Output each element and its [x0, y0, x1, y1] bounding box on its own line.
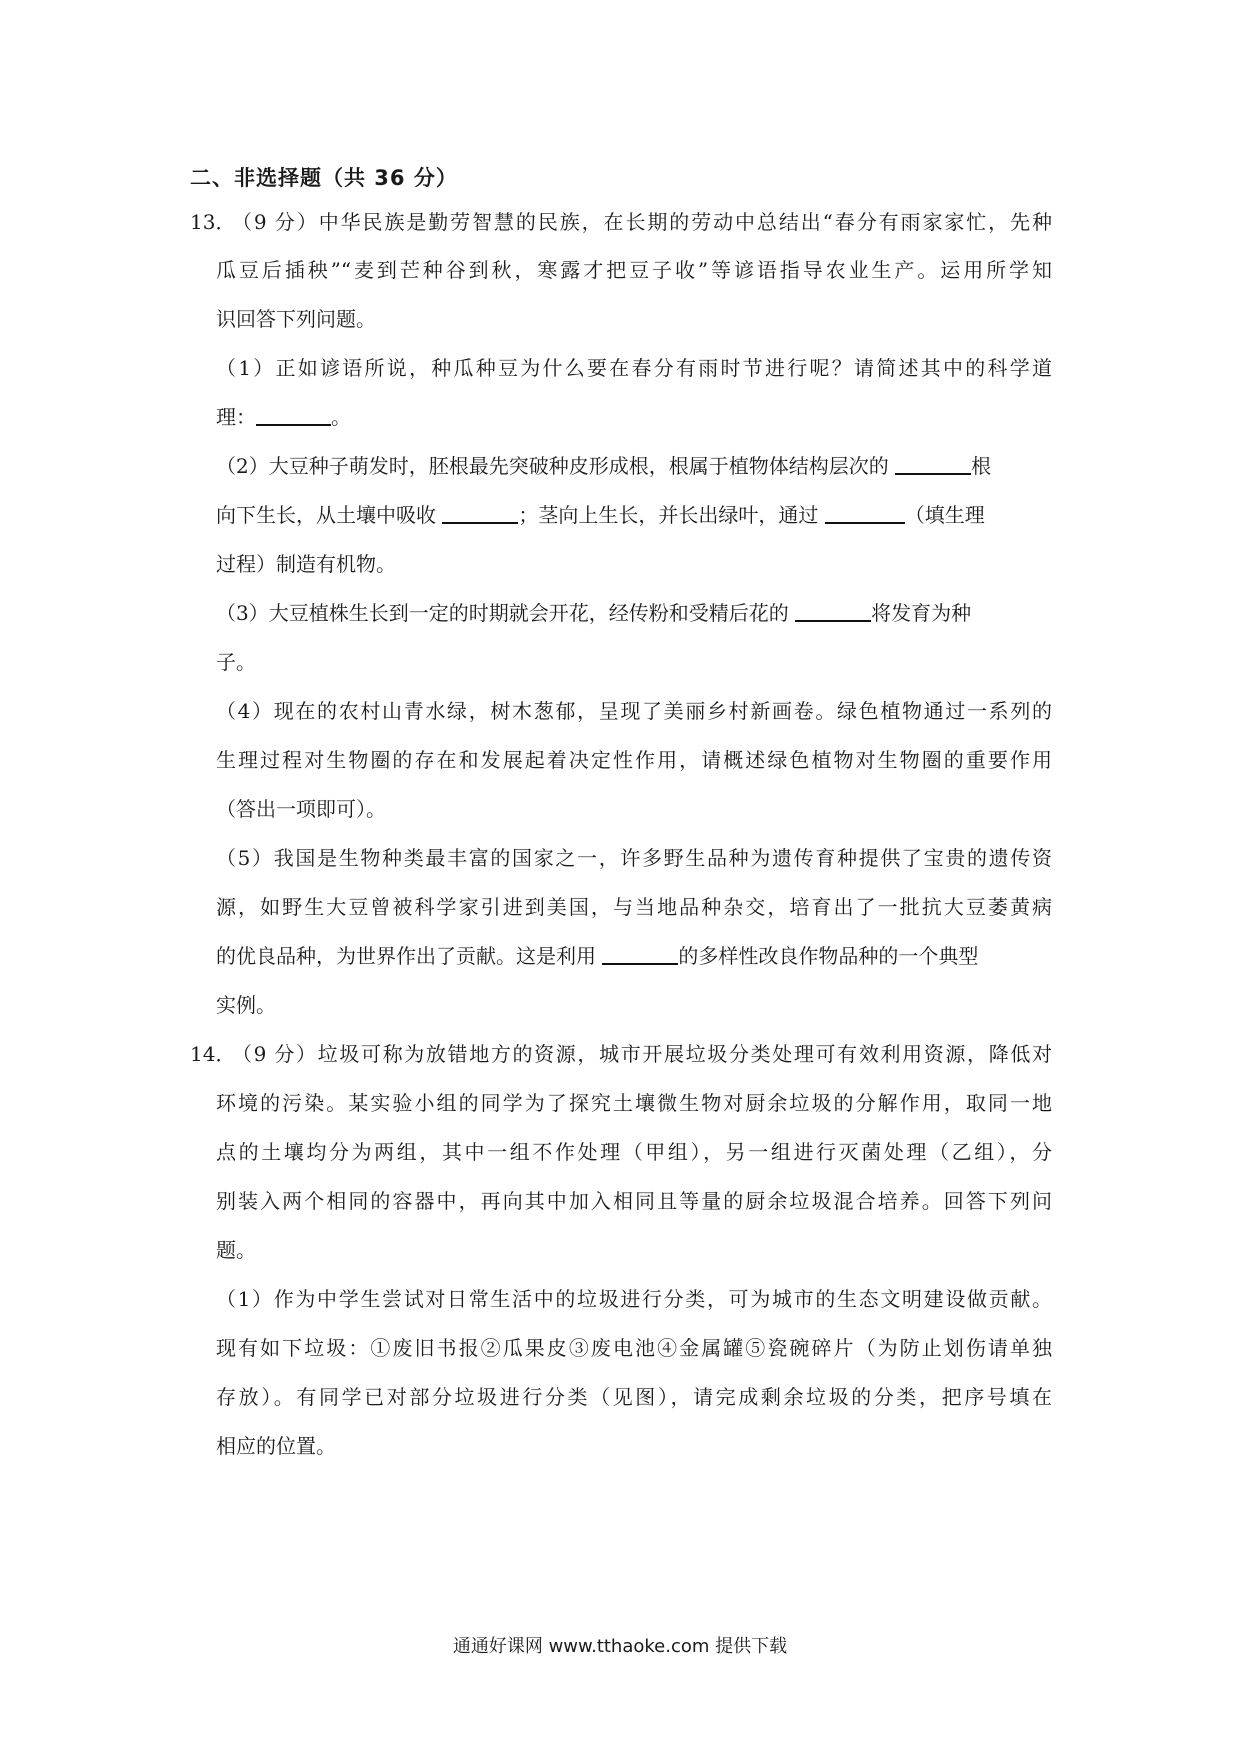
- section-title: 二、非选择题（共 36 分）: [190, 166, 458, 190]
- answer-blank[interactable]: [795, 600, 871, 622]
- q14-stem-line-4: 别装入两个相同的容器中，再向其中加入相同且等量的厨余垃圾混合培养。回答下列问: [216, 1189, 1052, 1213]
- answer-blank[interactable]: [442, 502, 518, 524]
- q14-stem-line-5: 题。: [216, 1238, 256, 1262]
- q13-part5-line-1: （5）我国是生物种类最丰富的国家之一，许多野生品种为遗传育种提供了宝贵的遗传资: [216, 846, 1052, 870]
- q13-part4-line-3: （答出一项即可）。: [216, 797, 386, 821]
- q13-part5-text-b: 的多样性改良作物品种的一个典型: [678, 944, 979, 968]
- q13-part4-line-2: 生理过程对生物圈的存在和发展起着决定性作用，请概述绿色植物对生物圈的重要作用: [216, 748, 1052, 772]
- q13-part5-line-3: [216, 942, 978, 970]
- q14-number: 14．: [190, 1042, 236, 1066]
- q14-part1-line-2: 现有如下垃圾：①废旧书报②瓜果皮③废电池④金属罐⑤瓷碗碎片（为防止划伤请单独: [216, 1336, 1052, 1360]
- q13-part2-text-a: （2）大豆种子萌发时，胚根最先突破种皮形成根，根属于植物体结构层次的: [216, 454, 896, 478]
- q14-stem-line-2: 环境的污染。某实验小组的同学为了探究土壤微生物对厨余垃圾的分解作用，取同一地: [216, 1091, 1052, 1115]
- q13-part1-end: 。: [331, 405, 351, 429]
- q13-stem-line-2: 瓜豆后插秧”“麦到芒种谷到秋，寒露才把豆子收”等谚语指导农业生产。运用所学知: [216, 258, 1052, 282]
- q13-part2-line-1: [216, 452, 991, 480]
- q14-part1-line-3: 存放）。有同学已对部分垃圾进行分类（见图），请完成剩余垃圾的分类，把序号填在: [216, 1385, 1052, 1409]
- q14-part1-line-1: （1）作为中学生尝试对日常生活中的垃圾进行分类，可为城市的生态文明建设做贡献。: [216, 1287, 1052, 1311]
- q13-part5-line-2: 源，如野生大豆曾被科学家引进到美国，与当地品种杂交，培育出了一批抗大豆萎黄病: [216, 895, 1052, 919]
- q13-part1-text: 理：: [216, 405, 256, 429]
- answer-blank[interactable]: [602, 943, 678, 965]
- q13-part5-line-4: 实例。: [216, 993, 276, 1017]
- q13-part2-text-e: （填生理: [904, 503, 985, 527]
- answer-blank[interactable]: [256, 404, 331, 426]
- q13-part2-line-3: 过程）制造有机物。: [216, 552, 396, 576]
- q13-stem-line-3: 识回答下列问题。: [216, 307, 376, 331]
- answer-blank[interactable]: [825, 502, 905, 524]
- q13-part1-line-1: （1）正如谚语所说，种瓜种豆为什么要在春分有雨时节进行呢？请简述其中的科学道: [216, 356, 1052, 380]
- q13-part5-text-a: 的优良品种，为世界作出了贡献。这是利用: [216, 944, 603, 968]
- q13-part2-text-c: 向下生长，从土壤中吸收: [216, 503, 443, 527]
- q13-part2-text-b: 根: [971, 454, 992, 478]
- q13-part3-text-b: 将发育为种: [871, 601, 972, 625]
- q13-part3-line-1: [216, 599, 971, 627]
- q13-part2-line-2: [216, 501, 985, 529]
- q13-number: 13．: [190, 210, 236, 234]
- answer-blank[interactable]: [895, 453, 971, 475]
- q13-stem-line-1: （9 分）中华民族是勤劳智慧的民族，在长期的劳动中总结出“春分有雨家家忙，先种: [232, 210, 1052, 234]
- page-footer: 通通好课网 www.tthaoke.com 提供下载: [452, 1636, 788, 1657]
- q13-part3-line-2: 子。: [216, 650, 256, 674]
- q13-part3-text-a: （3）大豆植株生长到一定的时期就会开花，经传粉和受精后花的: [216, 601, 796, 625]
- q14-part1-line-4: 相应的位置。: [216, 1434, 336, 1458]
- q14-stem-line-1: （9 分）垃圾可称为放错地方的资源，城市开展垃圾分类处理可有效利用资源，降低对: [232, 1042, 1052, 1066]
- q14-stem-line-3: 点的土壤均分为两组，其中一组不作处理（甲组），另一组进行灭菌处理（乙组），分: [216, 1140, 1052, 1164]
- q13-part2-text-d: ；茎向上生长，并长出绿叶，通过: [518, 503, 825, 527]
- q13-part1-line-2: [216, 403, 351, 431]
- q13-part4-line-1: （4）现在的农村山青水绿，树木葱郁，呈现了美丽乡村新画卷。绿色植物通过一系列的: [216, 699, 1052, 723]
